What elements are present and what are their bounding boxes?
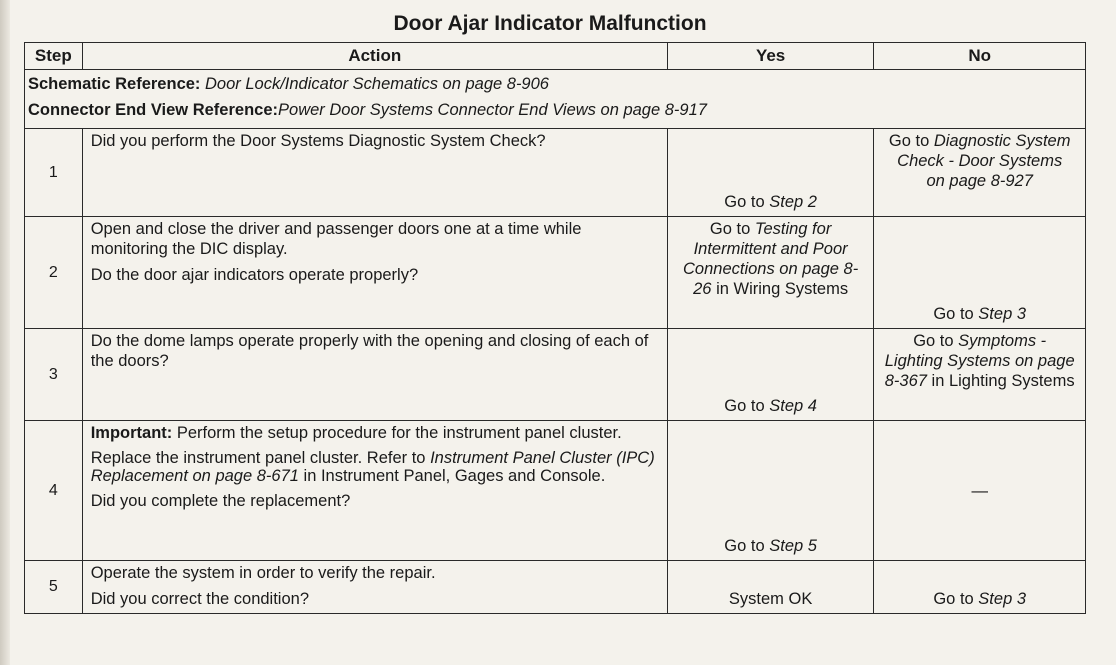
table-row — [25, 329, 1086, 421]
table-row — [25, 129, 1086, 217]
action-cell: Did you perform the Door Systems Diagnostic System Check? — [82, 129, 667, 217]
action-cell: Do the dome lamps operate properly with the opening and closing of each of the doors? — [82, 329, 667, 421]
header-action: Action — [82, 43, 667, 70]
header-no: No — [874, 43, 1086, 70]
yes-cell: Go to Testing for Intermittent and Poor Connections on page 8-26 in Wiring Systems — [667, 217, 874, 329]
schematic-reference: Schematic Reference: Door Lock/Indicator Schematics on page 8-906 — [28, 75, 549, 93]
reference-cell — [25, 70, 1086, 129]
page-binding-edge — [0, 0, 10, 665]
step-number: 1 — [25, 129, 83, 217]
dash-mark: — — [971, 481, 988, 500]
step-number: 2 — [25, 217, 83, 329]
step-number: 3 — [25, 329, 83, 421]
header-step: Step — [25, 43, 83, 70]
no-cell: Go to Step 3 — [874, 217, 1086, 329]
yes-cell: System OK — [667, 561, 874, 614]
action-cell: Open and close the driver and passenger doors one at a time while monitoring the DIC display. Do the door ajar indicators operate properly? — [82, 217, 667, 329]
no-cell: Go to Step 3 — [874, 561, 1086, 614]
page-title: Door Ajar Indicator Malfunction — [393, 12, 707, 35]
table-row — [25, 217, 1086, 329]
header-yes: Yes — [667, 43, 874, 70]
no-cell — [874, 421, 1086, 561]
table-header-row — [25, 43, 1086, 70]
table-row — [25, 561, 1086, 614]
table-row — [25, 421, 1086, 561]
diagnostic-table — [24, 42, 1086, 614]
yes-cell: Go to Step 2 — [667, 129, 874, 217]
yes-cell: Go to Step 4 — [667, 329, 874, 421]
connector-reference: Connector End View Reference:Power Door Systems Connector End Views on page 8-917 — [28, 101, 707, 119]
action-cell: Operate the system in order to verify the repair. Did you correct the condition? — [82, 561, 667, 614]
connector-reference-link: Power Door Systems Connector End Views on page 8-917 — [278, 101, 707, 119]
important-label: Important: — [90, 424, 173, 442]
no-cell: Go to Symptoms - Lighting Systems on page 8-367 in Lighting Systems — [874, 329, 1086, 421]
step-number: 5 — [25, 561, 83, 614]
yes-cell: Go to Step 5 — [667, 421, 874, 561]
schematic-reference-link: Door Lock/Indicator Schematics on page 8-906 — [205, 75, 549, 93]
no-cell: Go to Diagnostic System Check - Door Systems on page 8-927 — [874, 129, 1086, 217]
step-number: 4 — [25, 421, 83, 561]
reference-row — [25, 70, 1086, 129]
action-cell: Important: Perform the setup procedure for the instrument panel cluster. Replace the instrument panel cluster. Refer to Instrument Panel Cluster (IPC) Replacement on page 8-671 in Instrument Panel, Gages and Console. Did you complete the replacement? — [82, 421, 667, 561]
